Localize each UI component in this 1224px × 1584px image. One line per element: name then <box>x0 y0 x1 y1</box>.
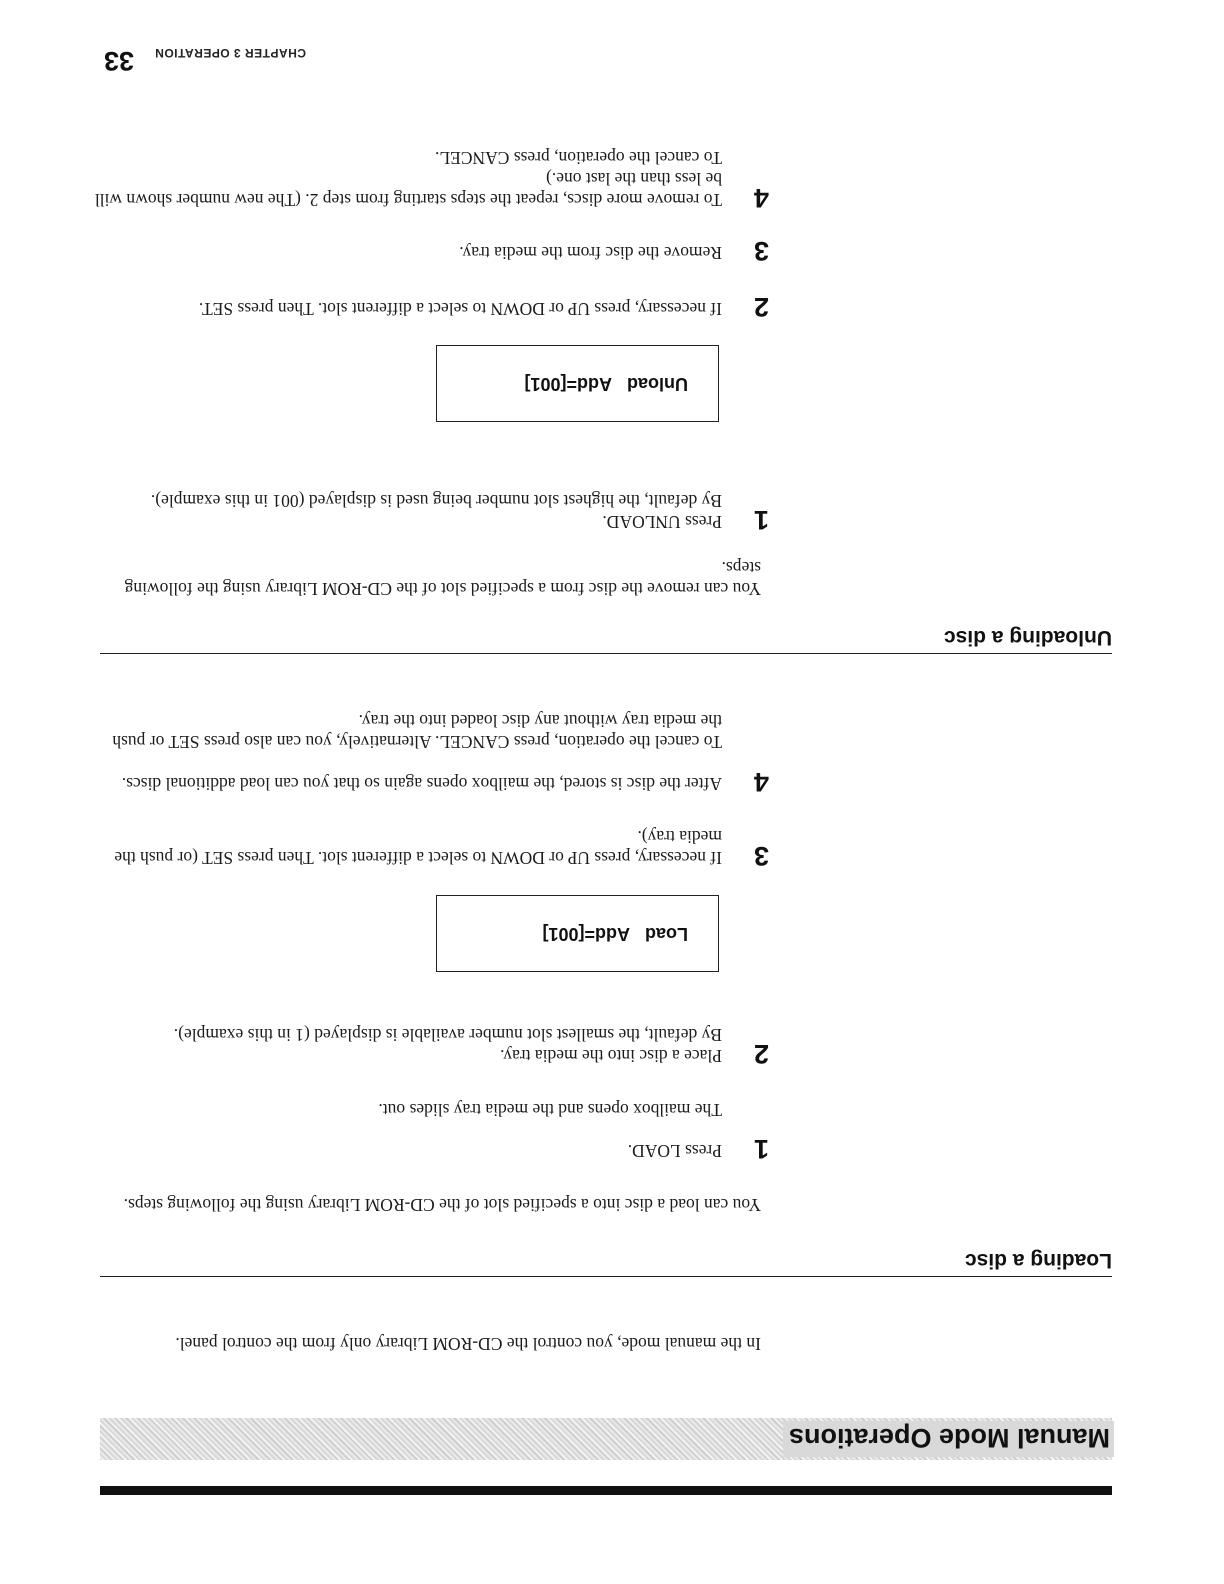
lcd-gap <box>612 373 627 394</box>
lcd-mode: Load <box>645 924 688 944</box>
unloading-step-number: 3 <box>753 236 769 266</box>
loading-step-text: After the disc is stored, the mailbox opens again so that you can load additional discs. <box>121 774 722 794</box>
page-title: Manual Mode Operations <box>783 1421 1114 1457</box>
loading-step-note: The mailbox opens and the media tray slides out. <box>378 1100 722 1120</box>
lcd-display-unload <box>436 345 719 422</box>
unloading-step-number: 4 <box>753 183 769 213</box>
section-rule-unloading <box>100 653 1112 654</box>
lcd-display-load <box>436 895 719 972</box>
unloading-step-text: Press UNLOAD. <box>602 512 722 532</box>
unloading-intro: You can remove the disc from a specified slot of the CD-ROM Library using the following steps. <box>124 558 761 599</box>
lcd-address: Add=[001] <box>524 374 612 394</box>
unloading-step-number: 1 <box>753 505 769 535</box>
loading-step-text: Place a disc into the media tray. <box>500 1046 722 1066</box>
lcd-mode: Unload <box>627 374 688 394</box>
section-heading-unloading: Unloading a disc <box>943 626 1112 649</box>
unloading-step-note: By default, the highest slot number being used is displayed (001 in this example). <box>150 491 722 511</box>
loading-step-note: To cancel the operation, press CANCEL. Alternatively, you can also press SET or push the media tray without any disc loaded into the tray. <box>112 711 722 752</box>
section-rule-loading <box>100 1276 1112 1277</box>
unloading-step-note: To cancel the operation, press CANCEL. <box>435 148 722 168</box>
intro-paragraph: In the manual mode, you control the CD-ROM Library only from the control panel. <box>175 1334 761 1354</box>
unloading-step-text: If necessary, press UP or DOWN to select a different slot. Then press SET. <box>198 299 722 319</box>
section-heading-loading: Loading a disc <box>964 1249 1112 1272</box>
lcd-gap <box>630 923 645 944</box>
unloading-step-number: 2 <box>753 292 769 322</box>
loading-step-text: If necessary, press UP or DOWN to select a different slot. Then press SET (or push the media tray). <box>114 827 722 868</box>
top-rule <box>100 1486 1112 1495</box>
loading-step-number: 1 <box>753 1134 769 1164</box>
loading-intro: You can load a disc into a specified slot of the CD-ROM Library using the following steps. <box>123 1195 761 1215</box>
loading-step-number: 3 <box>753 841 769 871</box>
unloading-step-text: Remove the disc from the media tray. <box>459 243 722 263</box>
loading-step-number: 2 <box>753 1039 769 1069</box>
loading-step-text: Press LOAD. <box>627 1141 722 1161</box>
unloading-step-text: To remove more discs, repeat the steps starting from step 2. (The new number shown will be less than the last one.) <box>94 169 722 210</box>
loading-step-note: By default, the smallest slot number available is displayed (1 in this example). <box>173 1025 722 1045</box>
page-number: 33 <box>103 46 134 76</box>
lcd-address: Add=[001] <box>542 924 630 944</box>
footer-chapter: CHAPTER 3 OPERATION <box>154 46 306 60</box>
loading-step-number: 4 <box>753 767 769 797</box>
